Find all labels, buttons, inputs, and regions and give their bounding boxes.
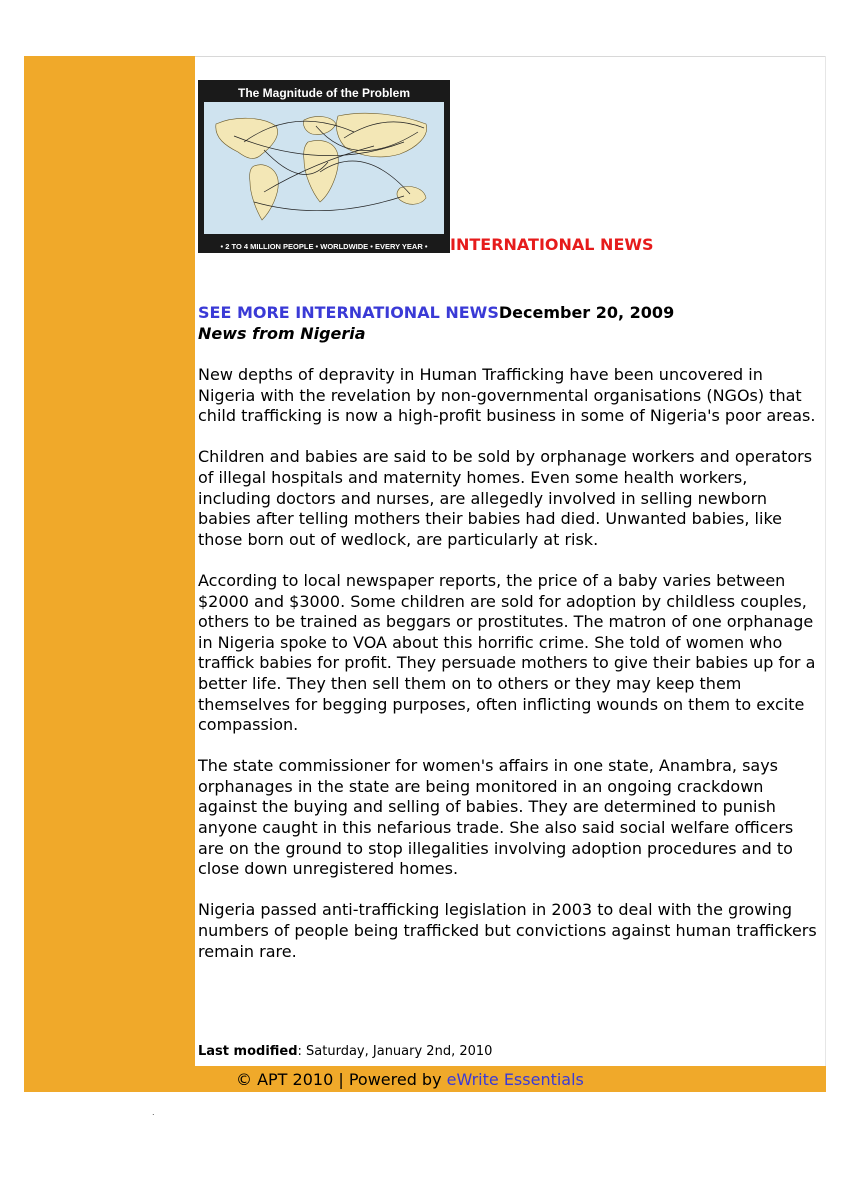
paragraph: The state commissioner for women's affairs in one state, Anambra, says orphanages in the state are being monitored in an ongoing crackdown against the buying and selling of babies. They are determined to punish anyone caught in this nefarious trade. She also said social welfare officers are on the ground to stop illegalities involving adoption procedures and to close down unregistered homes. (198, 756, 794, 879)
top-border (195, 56, 826, 57)
hero-title: The Magnitude of the Problem (237, 86, 410, 100)
left-sidebar (24, 56, 195, 1066)
article-subtitle: News from Nigeria (198, 324, 366, 343)
paragraph: Nigeria passed anti-trafficking legislation in 2003 to deal with the growing numbers of people being trafficked but convictions against human traffickers remain rare. (198, 900, 817, 961)
paragraph: According to local newspaper reports, the price of a baby varies between $2000 and $3000. Some children are sold for adoption by childless couples, others to be trained as beggars or prostitutes. The matron of one orphanage in Nigeria spoke to VOA about this horrific crime. She told of women who traffick babies for profit. They persuade mothers to give their babies up for a better life. They then sell them on to others or they may keep them themselves for begging purposes, often inflicting wounds on them to excite compassion. (198, 570, 816, 735)
right-border (825, 56, 826, 1066)
paragraph: New depths of depravity in Human Trafficking have been uncovered in Nigeria with the revelation by non-governmental organisations (NGOs) that child trafficking is now a high-profit business in some of Nigeria's poor areas. (198, 365, 816, 426)
last-modified-value: : Saturday, January 2nd, 2010 (297, 1044, 493, 1059)
paragraph: Children and babies are said to be sold by orphanage workers and operators of illegal hospitals and maternity homes. Even some health workers, including doctors and nurses, are allegedly involved in selling newborn babies after telling mothers their babies had died. Unwanted babies, like those born out of wedlock, are particularly at risk. (198, 447, 813, 549)
hero-row (198, 80, 818, 253)
world-map-image (198, 80, 450, 253)
main-content (198, 80, 818, 983)
copyright-text: © APT 2010 | Powered by (236, 1070, 447, 1089)
footer-bar (24, 1066, 826, 1092)
last-modified-label: Last modified (198, 1044, 298, 1059)
article-body (198, 365, 818, 962)
hero-caption: • 2 TO 4 MILLION PEOPLE • WORLDWIDE • EVERY YEAR • (220, 242, 428, 251)
world-map-icon (204, 102, 444, 234)
ewrite-link[interactable]: eWrite Essentials (446, 1070, 584, 1089)
last-modified (198, 1044, 492, 1059)
section-title: INTERNATIONAL NEWS (450, 235, 654, 254)
footer-text (236, 1070, 584, 1089)
article-date: December 20, 2009 (498, 303, 675, 322)
article-header (198, 303, 818, 322)
see-more-link[interactable]: SEE MORE INTERNATIONAL NEWS (198, 303, 499, 322)
stray-dot: . (152, 1108, 155, 1117)
